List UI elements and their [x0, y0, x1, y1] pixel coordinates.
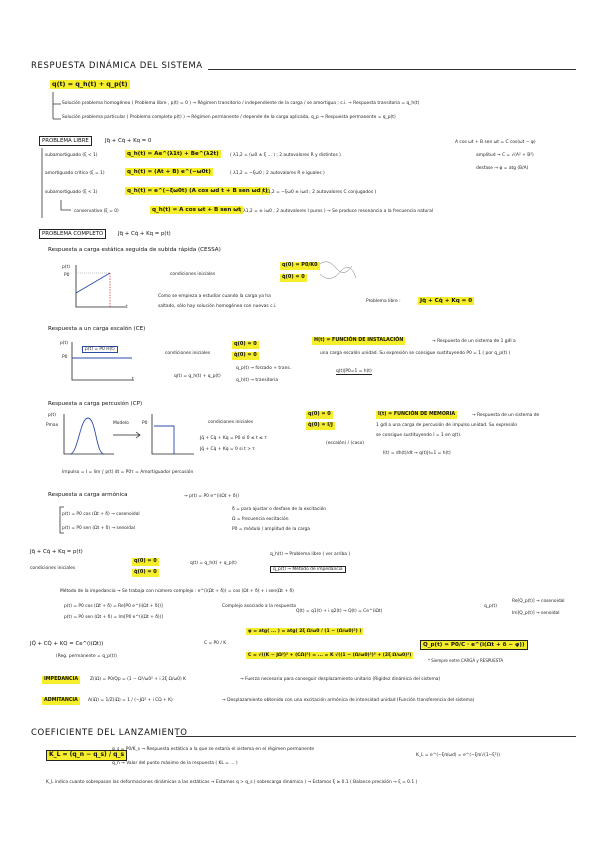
branch-lines	[47, 92, 67, 132]
kl-bottom-text: K_L indica cuanto sobrepasan las deformaciones dinámicas a las estáticas → Estamos q > q_s ( sobrecarga dinámica ) → Estamos ξ ≥ 0.1 ( Balance precisión → ξ = 0.1 )	[46, 780, 418, 785]
escalon-title: Respuesta a un carga escalón (CE)	[48, 326, 146, 332]
case-3-note: ( λ1,2 = −ξω0 ± iωd ; 2 autovalores C conjugados )	[262, 190, 377, 195]
percusion-ci-label: condiciones iniciales	[208, 420, 254, 425]
escalon-h-label: H(t) = FUNCIÓN DE INSTALACIÓN	[314, 338, 404, 343]
escalon-box: p(t) = P0 H(t)	[82, 346, 118, 353]
escalon-h-text-1: → Respuesta de un sistema de 1 gdl a	[432, 339, 516, 344]
impedancia-right-2: Im[Q_p(t)] → senoidal	[512, 611, 560, 616]
cessa-text-2: saltado, sólo hay solución homogénea con nuevas c.i.	[158, 304, 277, 309]
case-1-name: subamortiguado (ξ < 1)	[45, 153, 98, 158]
qn-row: q_n → Valor del punto máximo de la respuesta ( KL = ... )	[112, 761, 238, 766]
problema-libre-eq: Jq̈ + Cq̇ + Kq = 0	[105, 138, 152, 144]
modelo-label: Modelo	[113, 421, 129, 426]
section-title-respuesta: RESPUESTA DINÁMICA DEL SISTEMA	[31, 61, 203, 71]
case-2-solution: q_h(t) = (At + B) e^(−ω0t)	[127, 169, 211, 175]
armonica-cos: p(t) = P0 cos (Ωt + δ) → cosenoidal	[62, 512, 140, 517]
kl-equation: K_L = (q_n − q_s) / q_s	[46, 750, 127, 761]
cessa-sketch	[318, 258, 358, 288]
admitancia-label: ADMITANCIA	[44, 698, 78, 703]
impedancia-eq: Z(iΩ) = P0/Qp = (1 − Ω²/ω0² + i 2ξ Ω/ω0) K	[90, 677, 186, 682]
cessa-result-eq: Jq̈ + Cq̇ + Kq = 0	[420, 298, 473, 304]
cessa-ci1: q(0) = P0/K0	[282, 262, 318, 268]
cessa-axis-p: p(t)	[62, 265, 70, 270]
memoria-label: I(t) = FUNCIÓN DE MEMORIA	[378, 412, 456, 417]
armonica-qp: q_p(t) → Método de impedancia	[270, 566, 346, 573]
case-3-solution: q_h(t) = e^(−ξω0t) (A cos ωd t + B sen ωd t)	[127, 188, 268, 194]
title-rule	[208, 69, 576, 70]
escalon-axis-p: p(t)	[60, 341, 68, 346]
impedancia-complex-text: Complejo asociado a la respuesta	[222, 604, 296, 609]
coef-title-rule	[176, 736, 576, 737]
impedancia-qp-note: * Siempre entre CARGA y RESPUESTA	[428, 658, 504, 663]
impedancia-label: IMPEDANCIA	[44, 677, 79, 682]
case-2-name: amortiguado crítico (ξ = 1)	[45, 171, 105, 176]
escalon-p0: P0	[62, 355, 68, 360]
impedancia-phi-eq: φ = atg( ... ) = atg( 2ξ Ω/ω0 / (1 − (Ω/ω0)²) )	[248, 629, 362, 634]
impedancia-qp-box: Q_p(t) = P0/C · e^(i(Ωt + δ − φ))	[420, 640, 528, 650]
escalon-ci2: q̇(0) = 0	[234, 352, 257, 358]
problema-libre-label: PROBLEMA LIBRE	[39, 136, 92, 146]
case-1-note: ( λ1,2 = (ω0 ± ξ ... ) ; 2 autovalores R y distintos )	[230, 153, 341, 158]
case-2-note: ( λ1,2 = −ξω0 ; 2 autovalores R e iguales )	[230, 171, 325, 176]
memoria-text-2: 1 gdl a una carga de percusión de impulso unidad. Su expresión	[376, 423, 518, 428]
impedancia-mod-eq: C = √((K − JΩ²)² + (CΩ)²) = ... = K √((1 − (Ω/ω0)²)² + (2ξ Ω/ω0)²)	[248, 653, 412, 658]
armonica-eq-main: Jq̈ + Cq̇ + Kq = p(t)	[30, 549, 83, 555]
percusion-graph	[56, 412, 116, 460]
admitancia-text: → Desplazamiento obtenido con una excitación armónica de intensidad unidad (Función transferencia del sistema)	[222, 698, 475, 703]
percusion-model-graph	[146, 412, 196, 460]
escalon-arrow-2: q_h(t) → transitoria	[236, 378, 279, 383]
homogeneous-row: Solución problema homogéneo ( Problema libre , p(t) = 0 ) → Régimen transitorio / independiente de la carga / se amortigua ; c.i. → Respuesta transitoria = q_h(t)	[62, 101, 420, 106]
armonica-sum: q(t) = q_h(t) + q_p(t)	[190, 561, 237, 566]
cessa-p0: P0	[64, 273, 70, 278]
impedancia-p2: p(t) = P0 sen (Ωt + δ) = Im[P0 e^(i(Ωt + δ))]	[64, 615, 164, 620]
percusion-ci1: q(0) = 0	[308, 411, 331, 417]
cessa-ci-label: condiciones iniciales	[170, 272, 216, 277]
percusion-eq-2: Jq̈ + Cq̇ + Kq = 0 si t > τ	[200, 447, 255, 452]
cessa-ci2: q̇(0) = 0	[282, 274, 305, 280]
percusion-eq-note: (escalón) / (caso)	[326, 441, 364, 446]
qs-row: q_s = P0/K_s → Respuesta estática a la que se estaría el sistema en el régimen permanente	[112, 747, 315, 752]
impedancia-text: → Fuerza necesaria para conseguir desplazamiento unitario (Rigidez dinámica del sistema)	[240, 677, 441, 682]
amplitud-row: amplitud → C = √(A² + B²)	[476, 153, 534, 158]
case-4-solution: q_h(t) = A cos ωt + B sen ωt	[152, 207, 241, 213]
impedancia-c-eq: C = P0 / K	[204, 641, 227, 646]
percusion-pmax: Pmax	[46, 423, 59, 428]
case-3-name: subamortiguado (ξ < 1)	[45, 190, 98, 195]
impedancia-qc: Q(t) = q1(t) + i q2(t) → Q(t) = Ce^(iΩt)	[296, 609, 383, 614]
percusion-model-p0: P0	[142, 421, 148, 426]
problema-completo-eq: Jq̈ + Cq̇ + Kq = p(t)	[118, 231, 171, 237]
problema-completo-label: PROBLEMA COMPLETO	[39, 229, 106, 239]
desfase-row: desfase → φ = atg (B/A)	[476, 166, 529, 171]
cos-identity: A cos ωt + B sen ωt = C cos(ωt − φ)	[455, 140, 536, 145]
case-4-branch	[59, 200, 73, 214]
armonica-title: Respuesta a carga armónica	[48, 492, 128, 498]
percusion-eq-1: Jq̈ + Cq̇ + Kq = P0 si 0 ≤ t ≤ τ	[200, 436, 267, 441]
section-title-coeficiente: COEFICIENTE DEL LANZAMIENTO	[31, 728, 188, 738]
memoria-text-3: se consigue sustituyendo I = 1 en q(t).	[376, 433, 462, 438]
impedancia-qp-label: q_p(t)	[484, 604, 497, 609]
impulso-def: Impulso = I = lim ∫ p(t) dt = P0τ = Amortiguador percusión	[62, 470, 194, 475]
escalon-h-result: q(t)|P0=1 = h(t)	[336, 369, 372, 374]
percusion-ci2: q̇(0) = I/J	[308, 422, 333, 428]
percusion-title: Respuesta a carga percusión (CP)	[48, 401, 143, 407]
case-4-name: conservativo (ξ = 0)	[74, 209, 119, 214]
escalon-h-text-2: una carga escalón unidad. Su expresión se consigue sustituyendo P0 = 1 ( por q_p(t) )	[320, 351, 511, 356]
case-1-solution: q_h(t) = Ae^(λ1t) + Be^(λ2t)	[127, 151, 219, 157]
escalon-ci1: q(0) = 0	[234, 341, 257, 347]
escalon-axis-t: t	[132, 377, 134, 382]
cessa-title: Respuesta a carga estática seguida de subida rápida (CESSA)	[48, 247, 221, 253]
libre-bracket	[38, 148, 50, 218]
modelo-arrow	[112, 430, 142, 440]
memoria-text-1: → Respuesta de un sistema de	[472, 413, 540, 418]
armonica-def-3: P0 = módulo / amplitud de la carga	[232, 527, 311, 532]
case-4-note: ( λ1,2 = ± iω0 ; 2 autovalores I puros ) → Se produce resonancia a la frecuencia natural	[240, 209, 434, 214]
admitancia-eq: A(iΩ) = 1/Z(iΩ) = 1 / (−JΩ² + i CΩ + K)	[88, 698, 173, 703]
armonica-def-1: δ = para ajustar o desfase de la excitación	[232, 507, 327, 512]
percusion-axis-p: p(t)	[48, 413, 56, 418]
main-equation: q(t) = q_h(t) + q_p(t)	[52, 80, 128, 88]
cessa-graph	[68, 263, 128, 313]
cessa-axis-t: t	[126, 305, 128, 310]
armonica-ci2: q̇(0) = 0	[134, 569, 157, 575]
impedancia-ode: JQ̈ + CQ̇ + KQ = Ce^(i(Ωt))	[30, 641, 104, 647]
cessa-result-label: Problema libre :	[366, 299, 401, 304]
armonica-p-eq: → p(t) = P0 e^(i(Ωt + δ))	[184, 494, 240, 499]
memoria-result: I(t) = dh(t)/dt → q(t)|I=1 = h(t)	[383, 451, 451, 456]
armonica-ci-label: condiciones iniciales	[30, 566, 76, 571]
impedancia-p1: p(t) = P0 cos (Ωt + δ) = Re[P0 e^(i(Ωt + δ))]	[64, 604, 163, 609]
impedancia-right-1: Re[Q_p(t)] → cosenoidal	[512, 599, 565, 604]
armonica-sen: p(t) = P0 sen (Ωt + δ) → senoidal	[62, 526, 135, 531]
kl-formula: K_L = e^(−ξπ/ωd) = e^(−ξπ/√(1−ξ²))	[416, 753, 500, 758]
particular-row: Solución problema particular ( Problema completo p(t) ) → Régimen permanente / depende de la carga aplicada, q_p → Respuesta permanente = q_p(t)	[62, 115, 396, 120]
impedancia-ode-note: (Reg. permanente = q_p(t))	[56, 654, 117, 659]
escalon-arrow-1: q_p(t) → forzado + trans.	[236, 366, 292, 371]
armonica-def-2: Ω = frecuencia excitación	[232, 517, 289, 522]
cessa-text-1: Como se empieza a estudiar cuando la carga ya ha	[158, 294, 271, 299]
armonica-qh: q_h(t) → Problema libre ( ver arriba )	[270, 552, 351, 557]
escalon-ci-label: condiciones iniciales	[165, 351, 211, 356]
impedancia-title: Método de la impedancia → Se trabaja con número complejo : e^(i(Ωt + δ)) = cos (Ωt + δ) + i sen(Ωt + δ)	[60, 589, 294, 594]
armonica-ci1: q(0) = 0	[134, 558, 157, 564]
escalon-sum: q(t) = q_h(t) + q_p(t)	[174, 374, 221, 379]
